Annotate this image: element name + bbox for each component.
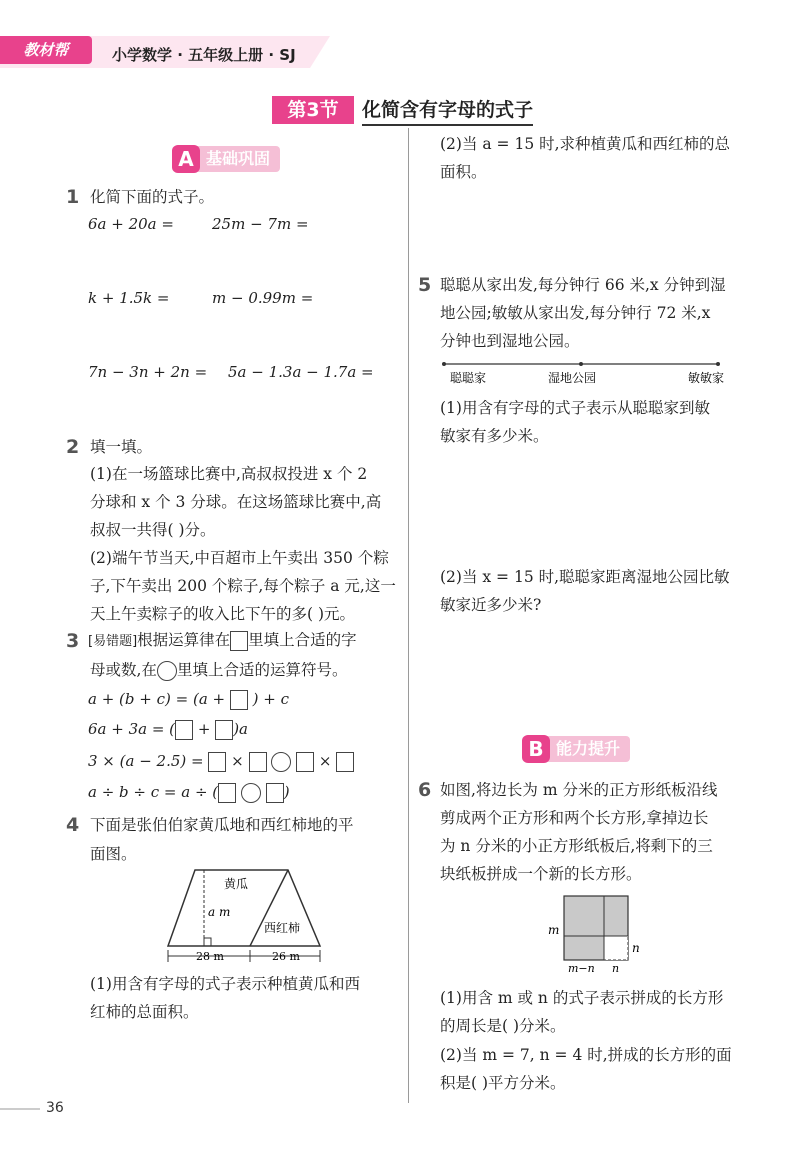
q6-sub1-line-1: (1)用含 m 或 n 的式子表示拼成的长方形 — [440, 989, 724, 1007]
q2-line-6: 天上午卖粽子的收入比下午的多( )元。 — [90, 605, 356, 623]
q2-line-2: 分球和 x 个 3 分球。在这场篮球比赛中,高 — [90, 493, 382, 511]
square-diagram — [540, 892, 650, 976]
q6-line-2: 剪成两个正方形和两个长方形,拿掉边长 — [440, 809, 709, 827]
q4-line-1: 下面是张伯伯家黄瓜地和西红柿地的平 — [90, 816, 354, 834]
q3-e2-b: + — [197, 720, 211, 738]
label-tomato: 西红柿 — [264, 921, 301, 935]
answer-box[interactable] — [249, 752, 267, 772]
answer-box[interactable] — [230, 690, 248, 710]
label-base-2: 26 m — [272, 950, 300, 963]
q1-expr-5: 7n − 3n + 2n = — [88, 363, 208, 381]
label-cucumber: 黄瓜 — [224, 877, 249, 891]
q3-expr-4 — [88, 783, 290, 803]
q3-e3-c: × — [318, 752, 332, 770]
q1-expr-3: k + 1.5k = — [88, 289, 170, 307]
q3-e2-c: )a — [233, 720, 248, 738]
answer-box[interactable] — [215, 720, 233, 740]
q5-line-2: 地公园;敏敏从家出发,每分钟行 72 米,x — [440, 304, 711, 322]
q3-e3-a: 3 × (a − 2.5) = — [88, 752, 204, 770]
q5-number: 5 — [418, 274, 432, 296]
q3-line1-a: 根据运算律在 — [137, 631, 231, 649]
page-number: 36 — [46, 1100, 64, 1116]
part-a-label: 基础巩固 — [206, 149, 271, 168]
q5-line-3: 分钟也到湿地公园。 — [440, 332, 580, 350]
q5-line-1: 聪聪从家出发,每分钟行 66 米,x 分钟到湿 — [440, 276, 726, 294]
answer-circle[interactable] — [241, 783, 261, 803]
part-b-header — [522, 736, 630, 762]
q2-line-3: 叔叔一共得( )分。 — [90, 521, 216, 539]
q1-number: 1 — [66, 186, 80, 208]
q1-expr-6: 5a − 1.3a − 1.7a = — [228, 363, 374, 381]
q6-sub2-line-2: 积是( )平方分米。 — [440, 1074, 566, 1092]
q6-sub2-line-1: (2)当 m = 7, n = 4 时,拼成的长方形的面 — [440, 1046, 732, 1064]
answer-box[interactable] — [336, 752, 354, 772]
q3-e4-b: ) — [283, 783, 290, 801]
label-minmin-home: 敏敏家 — [688, 371, 725, 385]
q3-e1-a: a + (b + c) = (a + — [88, 690, 226, 708]
book-title: 小学数学 · 五年级上册 · SJ — [112, 46, 296, 64]
column-divider — [408, 128, 409, 1103]
answer-box[interactable] — [218, 783, 236, 803]
answer-box[interactable] — [208, 752, 226, 772]
q3-expr-3 — [88, 752, 354, 772]
field-diagram — [160, 866, 330, 966]
q6-line-4: 块纸板拼成一个新的长方形。 — [440, 865, 642, 883]
q3-line2-b: 里填上合适的运算符号。 — [176, 661, 348, 679]
label-congcong-home: 聪聪家 — [450, 371, 487, 385]
label-m: m — [548, 923, 560, 937]
q2-text: 填一填。 — [90, 438, 153, 456]
q1-expr-1: 6a + 20a = — [88, 215, 174, 233]
label-n-bottom: n — [612, 962, 620, 975]
q3-box-sample — [230, 631, 248, 651]
label-n-right: n — [632, 941, 640, 955]
q4-number: 4 — [66, 814, 80, 836]
label-m-minus-n: m−n — [568, 962, 595, 975]
q5-sub2-line-2: 敏家近多少米? — [440, 596, 542, 614]
part-b-letter: B — [522, 735, 550, 763]
q4-line-2: 面图。 — [90, 845, 137, 863]
q4-sub2-line-2: 面积。 — [440, 163, 487, 181]
q3-line-2 — [90, 656, 347, 684]
q4-sub1-line-2: 红柿的总面积。 — [90, 1003, 199, 1021]
q3-line1-b: 里填上合适的字 — [248, 631, 357, 649]
q3-line-1 — [88, 626, 357, 656]
q5-sub2-line-1: (2)当 x = 15 时,聪聪家距离湿地公园比敏 — [440, 568, 730, 586]
part-b-label: 能力提升 — [556, 739, 621, 758]
q6-line-3: 为 n 分米的小正方形纸板后,将剩下的三 — [440, 837, 713, 855]
q6-sub1-line-2: 的周长是( )分米。 — [440, 1017, 566, 1035]
q3-e1-b: ) + c — [252, 690, 290, 708]
q4-sub2-line-1: (2)当 a = 15 时,求种植黄瓜和西红柿的总 — [440, 135, 731, 153]
q1-expr-4: m − 0.99m = — [212, 289, 314, 307]
distance-line — [436, 358, 746, 388]
answer-box[interactable] — [175, 720, 193, 740]
q3-expr-2 — [88, 720, 248, 740]
q3-line2-a: 母或数,在 — [90, 661, 157, 679]
section-badge: 第3节 — [272, 96, 354, 124]
q2-line-1: (1)在一场篮球比赛中,高叔叔投进 x 个 2 — [90, 465, 368, 483]
q3-e2-a: 6a + 3a = ( — [88, 720, 176, 738]
brand-tag: 教材帮 — [0, 36, 92, 64]
q1-text: 化简下面的式子。 — [90, 188, 215, 206]
answer-circle[interactable] — [271, 752, 291, 772]
q3-e4-a: a ÷ b ÷ c = a ÷ ( — [88, 783, 219, 801]
page-number-line — [0, 1108, 40, 1110]
q2-number: 2 — [66, 436, 80, 458]
part-a-header — [172, 146, 280, 172]
q4-sub1-line-1: (1)用含有字母的式子表示种植黄瓜和西 — [90, 975, 360, 993]
q6-line-1: 如图,将边长为 m 分米的正方形纸板沿线 — [440, 781, 718, 799]
answer-box[interactable] — [296, 752, 314, 772]
label-height: a m — [208, 905, 231, 919]
q2-line-5: 子,下午卖出 200 个粽子,每个粽子 a 元,这一 — [90, 577, 396, 595]
q3-e3-b: × — [231, 752, 244, 770]
q5-sub1-line-2: 敏家有多少米。 — [440, 427, 549, 445]
q5-sub1-line-1: (1)用含有字母的式子表示从聪聪家到敏 — [440, 399, 710, 417]
q3-number: 3 — [66, 630, 80, 652]
q3-tag: [易错题] — [88, 634, 138, 649]
section-title: 化简含有字母的式子 — [362, 96, 533, 126]
q6-number: 6 — [418, 779, 432, 801]
answer-box[interactable] — [266, 783, 284, 803]
q3-circle-sample — [157, 661, 177, 681]
q3-expr-1 — [88, 690, 289, 710]
label-base-1: 28 m — [196, 950, 224, 963]
label-wetland-park: 湿地公园 — [548, 371, 597, 385]
q1-expr-2: 25m − 7m = — [212, 215, 309, 233]
q2-line-4: (2)端午节当天,中百超市上午卖出 350 个粽 — [90, 549, 389, 567]
part-a-letter: A — [172, 145, 200, 173]
